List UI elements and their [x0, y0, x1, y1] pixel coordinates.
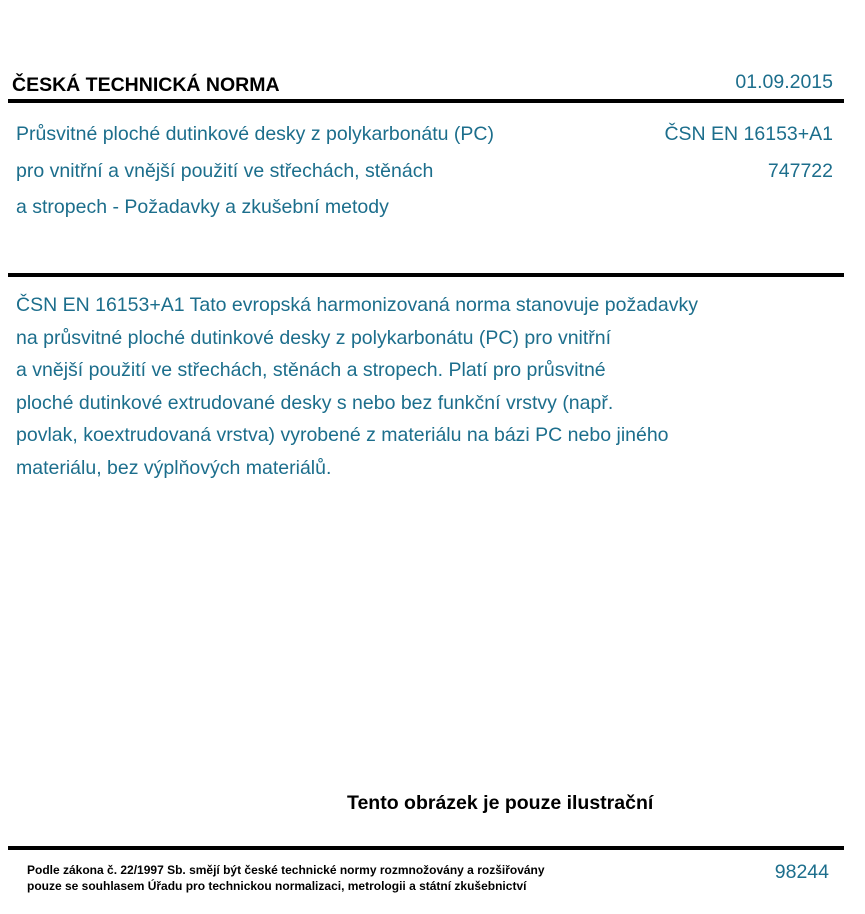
document-type-heading: ČESKÁ TECHNICKÁ NORMA	[12, 74, 280, 96]
abstract-line: ploché dutinkové extrudované desky s nebo bez funkční vrstvy (např.	[16, 391, 614, 414]
footer-divider	[8, 846, 844, 850]
norm-title-line: a stropech - Požadavky a zkušební metody	[16, 196, 389, 218]
norm-title-line: pro vnitřní a vnější použití ve střechách, stěnách	[16, 159, 434, 182]
abstract-line: povlak, koextrudovaná vrstva) vyrobené z materiálu na bázi PC nebo jiného	[16, 424, 669, 446]
header-divider	[8, 99, 844, 103]
norm-code: ČSN EN 16153+A1	[664, 123, 833, 145]
catalog-number: 98244	[774, 861, 829, 883]
abstract-line: ČSN EN 16153+A1 Tato evropská harmonizovaná norma stanovuje požadavky	[16, 294, 698, 316]
abstract-line: materiálu, bez výplňových materiálů.	[16, 456, 332, 479]
legal-notice-line: Podle zákona č. 22/1997 Sb. smějí být české technické normy rozmnožovány a rozšiřovány	[27, 863, 545, 877]
publication-date: 01.09.2015	[735, 71, 833, 93]
illustration-disclaimer: Tento obrázek je pouze ilustrační	[347, 792, 654, 814]
norm-abstract	[16, 289, 698, 484]
norm-title	[16, 116, 494, 226]
legal-notice	[27, 863, 545, 894]
norm-class-number: 747722	[767, 159, 833, 182]
norm-title-line: Průsvitné ploché dutinkové desky z polykarbonátu (PC)	[16, 123, 494, 145]
norm-identifiers	[664, 116, 833, 189]
legal-notice-line: pouze se souhlasem Úřadu pro technickou normalizaci, metrologii a státní zkušebnictví	[27, 878, 527, 893]
abstract-line: a vnější použití ve střechách, stěnách a stropech. Platí pro průsvitné	[16, 359, 606, 381]
title-divider	[8, 273, 844, 277]
abstract-line: na průsvitné ploché dutinkové desky z polykarbonátu (PC) pro vnitřní	[16, 326, 612, 349]
